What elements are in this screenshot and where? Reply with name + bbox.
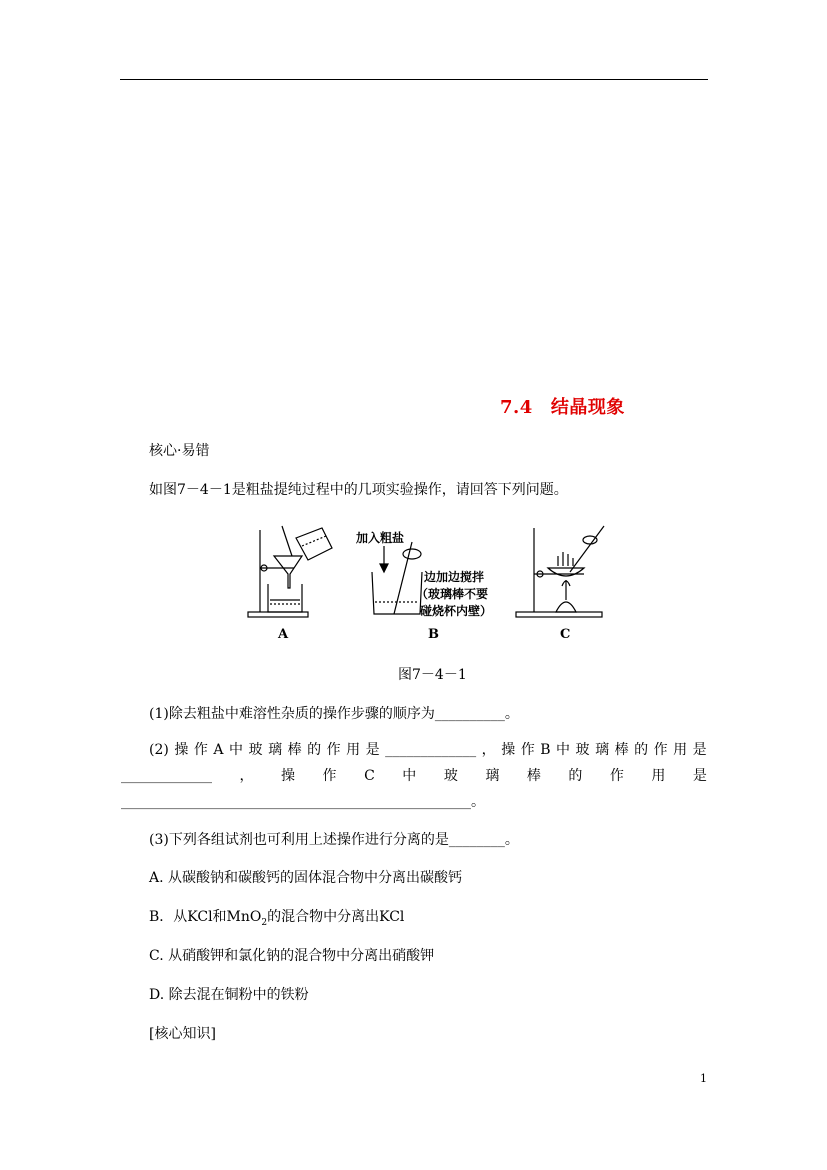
- page-number: 1: [700, 1072, 707, 1085]
- lesson-number: 7.4: [500, 397, 533, 418]
- b-note-1: 边加边搅拌: [424, 570, 485, 584]
- evaporating-dish: [548, 568, 584, 576]
- experiment-figure: [244, 522, 610, 644]
- section-label: 核心·易错: [149, 443, 210, 459]
- alcohol-lamp: [556, 602, 576, 612]
- stand-base-c: [516, 612, 602, 617]
- lesson-name: 结晶现象: [550, 397, 625, 418]
- question-3: (3)下列各组试剂也可利用上述操作进行分离的是________。: [149, 832, 519, 848]
- stand-base-a: [248, 612, 308, 617]
- b-note-2: （玻璃棒不要: [416, 587, 489, 601]
- b-note-3: 碰烧杯内壁）: [420, 604, 493, 618]
- beaker-a: [268, 584, 302, 612]
- b-top-label: 加入粗盐: [356, 531, 405, 545]
- option-d: D. 除去混在铜粉中的铁粉: [149, 987, 309, 1003]
- glass-rod-a: [282, 526, 292, 556]
- beaker-b: [372, 572, 422, 614]
- question-2-line-2: _____________ ， 操 作 C 中 玻 璃 棒 的 作 用 是: [121, 768, 707, 784]
- question-2-line-3: __________________________________________________。: [121, 794, 485, 810]
- label-c: C: [560, 627, 571, 642]
- lesson-title: [500, 393, 625, 419]
- option-b: B．从KCl和MnO$_2$的混合物中分离出KCl: [149, 909, 405, 928]
- figure-letters: [277, 627, 570, 642]
- funnel-a: [274, 556, 302, 588]
- question-2-line-1: (2) 操 作 A 中 玻 璃 棒 的 作 用 是 _____________ ， 操 作 B 中 玻 璃 棒 的 作 用 是: [149, 742, 707, 758]
- label-a: A: [278, 627, 289, 642]
- figure-caption: 图7－4－1: [398, 667, 467, 683]
- core-knowledge-label: [核心知识]: [149, 1026, 216, 1042]
- glass-rod-c: [570, 526, 604, 572]
- pouring-beaker-a: [296, 528, 332, 560]
- option-c: C. 从硝酸钾和氯化钠的混合物中分离出硝酸钾: [149, 948, 435, 964]
- option-a: A. 从碳酸钠和碳酸钙的固体混合物中分离出碳酸钙: [149, 870, 463, 886]
- apparatus-a: [248, 526, 332, 617]
- apparatus-b: [355, 530, 492, 618]
- apparatus-c: [516, 526, 604, 617]
- header-rule: [120, 79, 708, 80]
- intro-text: 如图7－4－1是粗盐提纯过程中的几项实验操作，请回答下列问题。: [149, 482, 568, 498]
- label-b: B: [428, 627, 439, 642]
- question-1: (1)除去粗盐中难溶性杂质的操作步骤的顺序为__________。: [149, 706, 519, 722]
